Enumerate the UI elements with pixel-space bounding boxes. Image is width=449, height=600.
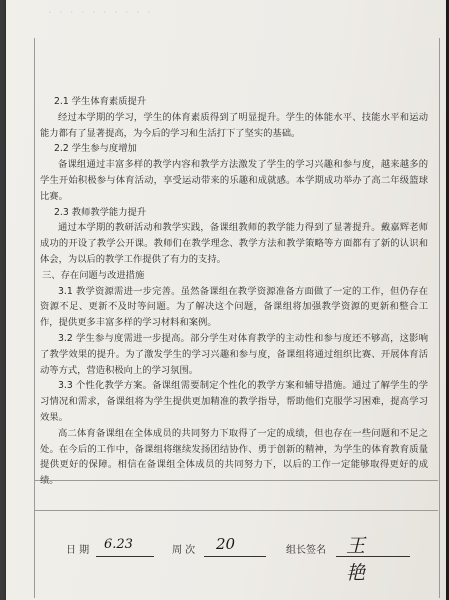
week-underline — [204, 556, 266, 557]
section-3-heading: 三、存在问题与改进措施 — [42, 269, 145, 281]
form-bottom-line — [34, 510, 438, 511]
date-value: 6.23 — [104, 537, 133, 552]
bleed-through-text: · · · · · · · · · · — [46, 6, 151, 19]
leader-label: 组长签名 — [286, 545, 326, 556]
section-2-3-heading: 2.3 教师教学能力提升 — [54, 206, 147, 218]
date-label: 日 期 — [66, 545, 90, 556]
section-2-2-text: 备课组通过丰富多样的教学内容和教学方法激发了学生的学习兴趣和参与度，越来越多的学生开始积极参与体育活动，享受运动带来的乐趣和成就感。本学期成功举办了高二年级篮球比赛。 — [40, 159, 428, 202]
document-body — [40, 94, 428, 489]
section-2-1-text: 经过本学期的学习，学生的体育素质得到了明显提升。学生的体能水平、技能水平和运动能力都有了显著提高，为今后的学习和生活打下了坚实的基础。 — [40, 111, 428, 139]
leader-signature: 王艳 — [346, 535, 366, 584]
conclusion-paragraph: 高二体育备课组在全体成员的共同努力下取得了一定的成绩，但也存在一些问题和不足之处。在今后的工作中，备课组将继续发扬团结协作、勇于创新的精神，为学生的体育教育质量提供更好的保障。相信在备课组全体成员的共同努力下，以后的工作一定能够取得更好的成绩。 — [40, 427, 428, 487]
week-value: 20 — [216, 535, 236, 553]
section-2-1-heading: 2.1 学生体育素质提升 — [54, 96, 147, 107]
section-3-item: 3.2 学生参与度需进一步提高。部分学生对体育教学的主动性和参与度还不够高，这影响了教学效果的提升。为了激发学生的学习兴趣和参与度，备课组将通过组织比赛、开展体育活动等方式，营造积极向上的学习氛围。 — [40, 332, 428, 376]
section-3-item: 3.3 个性化教学方案。备课组需要制定个性化的教学方案和辅导措施。通过了解学生的学习情况和需求，备课组将为学生提供更加精准的教学指导，帮助他们克服学习困难，提高学习效果。 — [40, 380, 428, 423]
week-label: 周 次 — [172, 545, 196, 556]
date-underline — [96, 556, 154, 557]
section-3-item: 3.1 教学资源需进一步完善。虽然备课组在教学资源准备方面做了一定的工作，但仍存在资源不足、更新不及时等问题。为了解决这个问题，备课组将加强教学资源的更新和整合工作，提供更多丰富多样的学习材料和案例。 — [40, 285, 428, 329]
section-2-2-heading: 2.2 学生参与度增加 — [54, 143, 137, 155]
paper-sheet — [6, 0, 446, 600]
section-2-3-text: 通过本学期的教研活动和教学实践，备课组教师的教学能力得到了显著提升。戴嘉辉老师成功的开设了教学公开课。教师们在教学理念、教学方法和教学策略等方面都有了新的认识和体会，为以后的教学工作提供了有力的支持。 — [40, 222, 428, 265]
